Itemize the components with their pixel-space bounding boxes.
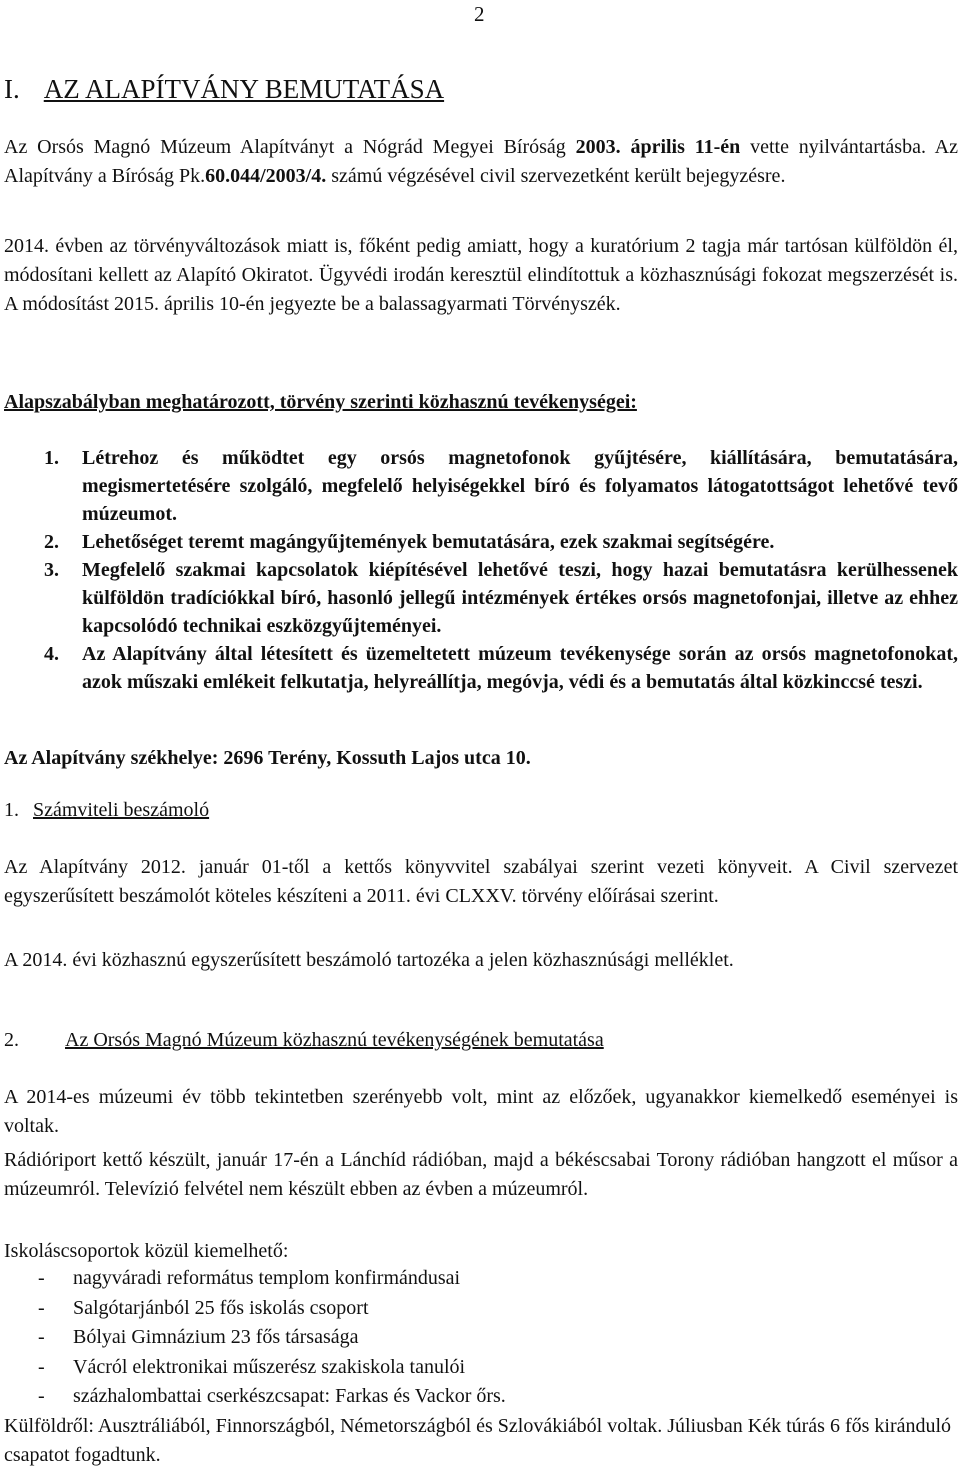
seat-address: Az Alapítvány székhelye: 2696 Terény, Kossuth Lajos utca 10. xyxy=(4,747,531,769)
registration-date: 2003. április 11-én xyxy=(575,136,741,158)
section-2-heading xyxy=(4,1029,604,1052)
list-item-text: Lehetőséget teremt magángyűjtemények bemutatására, ezek szakmai segítségére. xyxy=(82,531,775,553)
section-1-paragraph-2: A 2014. évi közhasznú egyszerűsített beszámoló tartozéka a jelen közhasznúsági melléklet. xyxy=(4,949,734,971)
section-number: 2. xyxy=(4,1029,19,1051)
chapter-heading xyxy=(4,74,444,105)
section-2-paragraph-2: Rádióriport kettő készült, január 17-én a Lánchíd rádióban, majd a békéscsabai Torony rádióban hangzott el műsor a múzeumról. Televízió felvétel nem készült ebben az évben a múzeumról. xyxy=(4,1149,958,1200)
list-item-number: 2. xyxy=(44,531,59,553)
list-item xyxy=(44,556,958,640)
section-1-heading xyxy=(4,799,209,822)
list-item-text: Megfelelő szakmai kapcsolatok kiépítésével lehetővé teszi, hogy hazai bemutatásra kerülhessenek külföldön tradíciókkal bíró, hasonló jellegű intézmények értékes orsós magnetofonjai, illetve az ehhez kapcsolódó technikai eszközgyűjteményei. xyxy=(82,559,958,637)
chapter-number: I. xyxy=(4,74,20,104)
section-number: 1. xyxy=(4,799,19,821)
list-item-number: 4. xyxy=(44,643,59,665)
list-item-number: 1. xyxy=(44,447,59,469)
list-item xyxy=(44,640,958,696)
list-item: - nagyváradi református templom konfirmándusai xyxy=(4,1264,958,1294)
list-item-text: Létrehoz és működtet egy orsós magnetofonok gyűjtésére, kiállítására, bemutatására, megismertetésére szolgáló, megfelelő helyiségekkel bíró és folyamatos látogatottságot lehetővé tevő múzeumot. xyxy=(82,447,958,525)
list-item: - Salgótarjánból 25 fős iskolás csoport xyxy=(4,1294,958,1324)
list-item: - Vácról elektronikai műszerész szakiskola tanulói xyxy=(4,1353,958,1383)
list-item: - Bólyai Gimnázium 23 fős társasága xyxy=(4,1323,958,1353)
court-reference: 60.044/2003/4. xyxy=(205,165,327,187)
activities-heading: Alapszabályban meghatározott, törvény szerinti közhasznú tevékenységei: xyxy=(4,391,637,413)
section-2-paragraph-4: Külföldről: Ausztráliából, Finnországból, Németországból és Szlovákiából voltak. Júliusban Kék túrás 6 fős kiránduló csapatot fogadtunk. xyxy=(4,1415,952,1466)
intro-text: vette nyilvántartásba. Az Alapítvány a Bíróság Pk. xyxy=(4,136,959,187)
list-item: - százhalombattai cserkészcsapat: Farkas és Vackor őrs. xyxy=(4,1382,958,1412)
intro-text: Az Orsós Magnó Múzeum Alapítványt a Nógrád Megyei Bíróság xyxy=(4,136,576,158)
activities-list xyxy=(44,444,958,696)
section-title: Számviteli beszámoló xyxy=(33,799,210,821)
school-groups-list xyxy=(4,1264,958,1412)
section-title: Az Orsós Magnó Múzeum közhasznú tevékenységének bemutatása xyxy=(65,1029,604,1051)
chapter-title: AZ ALAPÍTVÁNY BEMUTATÁSA xyxy=(43,74,445,104)
intro-text: számú végzésével civil szervezetként került bejegyzésre. xyxy=(326,165,786,187)
section-2-paragraph-3: Iskoláscsoportok közül kiemelhető: xyxy=(4,1240,289,1262)
page-number: 2 xyxy=(474,2,485,26)
list-item-text: Az Alapítvány által létesített és üzemeltetett múzeum tevékenysége során az orsós magnetofonokat, azok műszaki emlékeit felkutatja, helyreállítja, megóvja, védi és a bemutatás által közkinccsé teszi. xyxy=(82,643,958,693)
list-item xyxy=(44,444,958,528)
section-2-paragraph-1: A 2014-es múzeumi év több tekintetben szerényebb volt, mint az előzőek, ugyanakkor kiemelkedő eseményei is voltak. xyxy=(4,1086,958,1137)
section-1-paragraph-1: Az Alapítvány 2012. január 01-től a kettős könyvvitel szabályai szerint vezeti könyveit. A Civil szervezet egyszerűsített beszámolót köteles készíteni a 2011. évi CLXXV. törvény előírásai szerint. xyxy=(4,856,958,907)
intro-paragraph-2: 2014. évben az törvényváltozások miatt is, főként pedig amiatt, hogy a kuratórium 2 tagja már tartósan külföldön él, módosítani kellett az Alapító Okiratot. Ügyvédi irodán keresztül elindítottuk a közhasznúsági fokozat megszerzését is. A módosítást 2015. április 10-én jegyezte be a balassagyarmati Törvényszék. xyxy=(4,235,958,315)
list-item xyxy=(44,528,958,556)
list-item-number: 3. xyxy=(44,559,59,581)
intro-paragraph-1 xyxy=(4,133,958,191)
